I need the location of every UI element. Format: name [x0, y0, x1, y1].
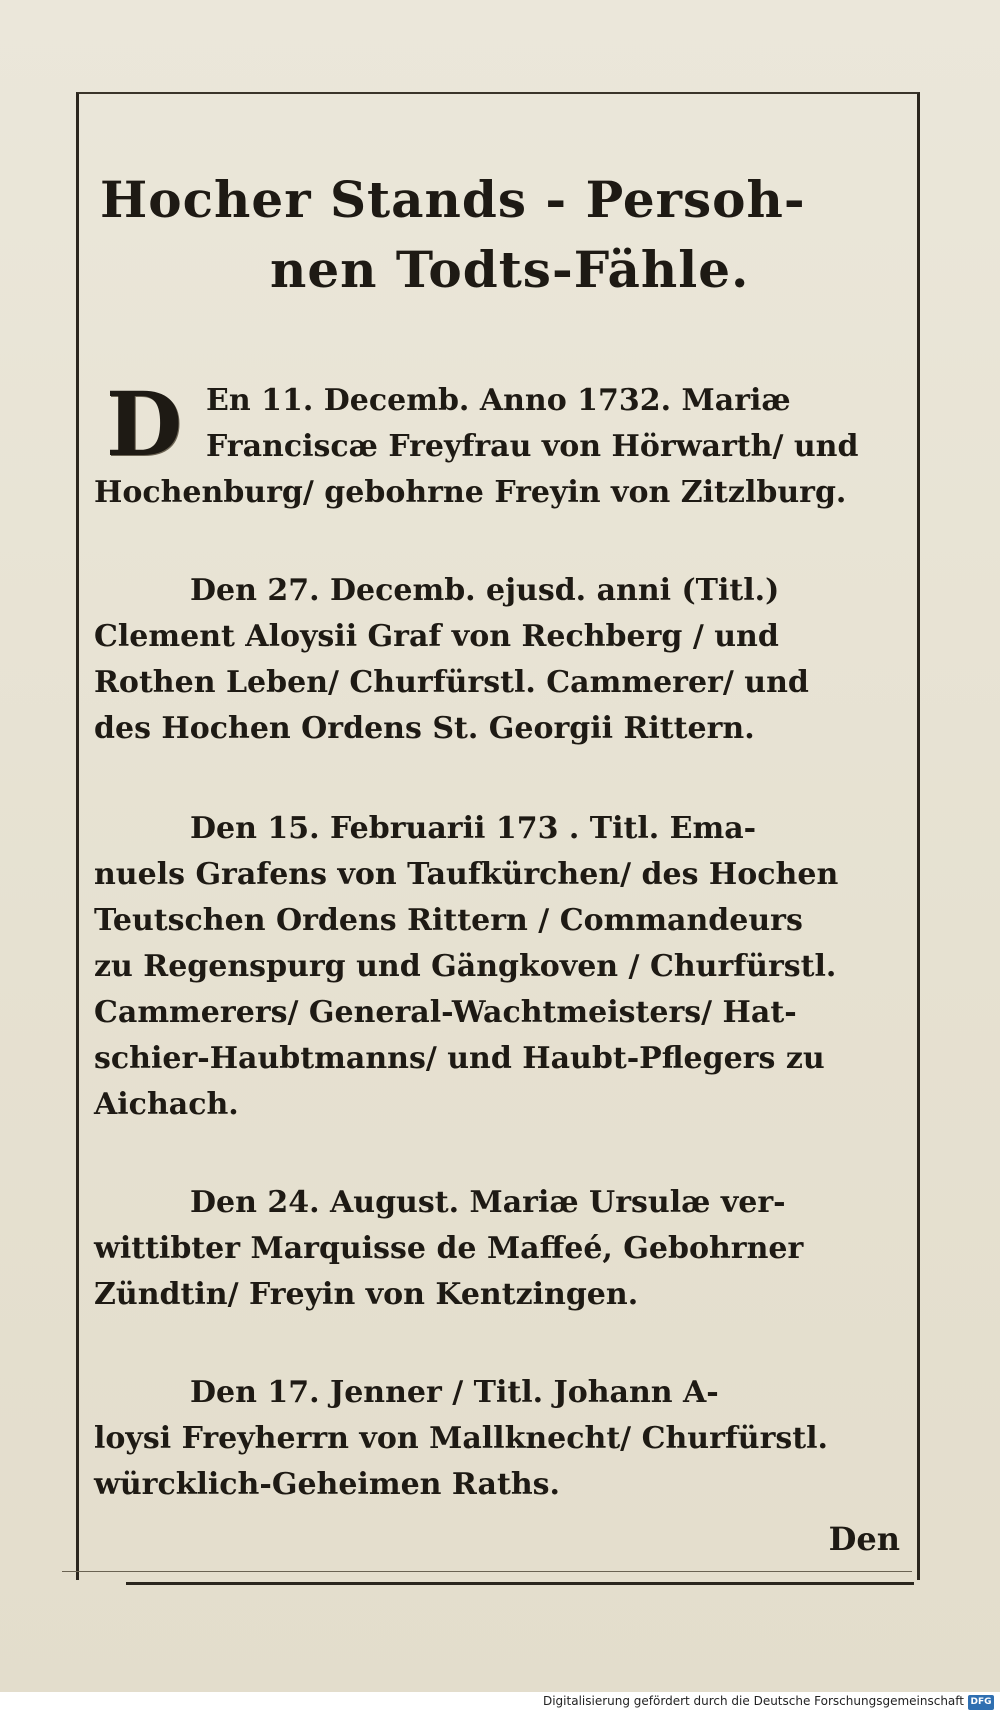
entry-line: Zündtin/ Freyin von Kentzingen.: [94, 1277, 639, 1312]
entry-line: zu Regenspurg und Gängkoven / Churfürstl.: [94, 949, 837, 984]
heading-line-1: Hocher Stands - Persoh-: [100, 170, 806, 229]
footer-bar: [0, 1692, 1000, 1714]
entry-line: Teutschen Ordens Rittern / Commandeurs: [94, 903, 803, 938]
entry-line: Rothen Leben/ Churfürstl. Cammerer/ und: [94, 665, 809, 700]
entry-line: Den 17. Jenner / Titl. Johann A-: [190, 1375, 719, 1410]
entry-line: schier-Haubtmanns/ und Haubt-Pflegers zu: [94, 1041, 825, 1076]
dfg-logo-icon: DFG: [968, 1695, 994, 1710]
entry-2: [94, 568, 900, 752]
entry-line: Den 15. Februarii 173 . Titl. Ema-: [190, 811, 757, 846]
footer-credit: Digitalisierung gefördert durch die Deutsche Forschungsgemeinschaft: [542, 1694, 964, 1708]
section-heading: [100, 165, 900, 305]
entry-line: Cammerers/ General-Wachtmeisters/ Hat-: [94, 995, 797, 1030]
entry-3: [94, 806, 900, 1128]
bottom-rule-thin: [62, 1571, 912, 1572]
entry-line: nuels Grafens von Taufkürchen/ des Hochen: [94, 857, 839, 892]
entry-5: [94, 1370, 900, 1508]
bottom-rule: [126, 1582, 914, 1585]
entry-line: Clement Aloysii Graf von Rechberg / und: [94, 619, 779, 654]
entry-line: Franciscæ Freyfrau von Hörwarth/ und: [206, 429, 859, 464]
catchword: Den: [828, 1520, 900, 1558]
entry-line: loysi Freyherrn von Mallknecht/ Churfürstl.: [94, 1421, 829, 1456]
entry-line: Den 27. Decemb. ejusd. anni (Titl.): [190, 573, 780, 608]
entry-line: würcklich-Geheimen Raths.: [94, 1467, 560, 1502]
entry-line: wittibter Marquisse de Maffeé, Gebohrner: [94, 1231, 804, 1266]
entry-4: [94, 1180, 900, 1318]
heading-line-2: nen Todts-Fähle.: [270, 240, 750, 299]
entry-line: En 11. Decemb. Anno 1732. Mariæ: [206, 383, 791, 418]
drop-cap: D: [105, 372, 183, 476]
entry-line: Den 24. August. Mariæ Ursulæ ver-: [190, 1185, 786, 1220]
entry-line: Aichach.: [94, 1087, 239, 1122]
entry-1: [94, 372, 900, 516]
entry-line: Hochenburg/ gebohrne Freyin von Zitzlburg.: [94, 475, 847, 510]
entry-line: des Hochen Ordens St. Georgii Rittern.: [94, 711, 755, 746]
